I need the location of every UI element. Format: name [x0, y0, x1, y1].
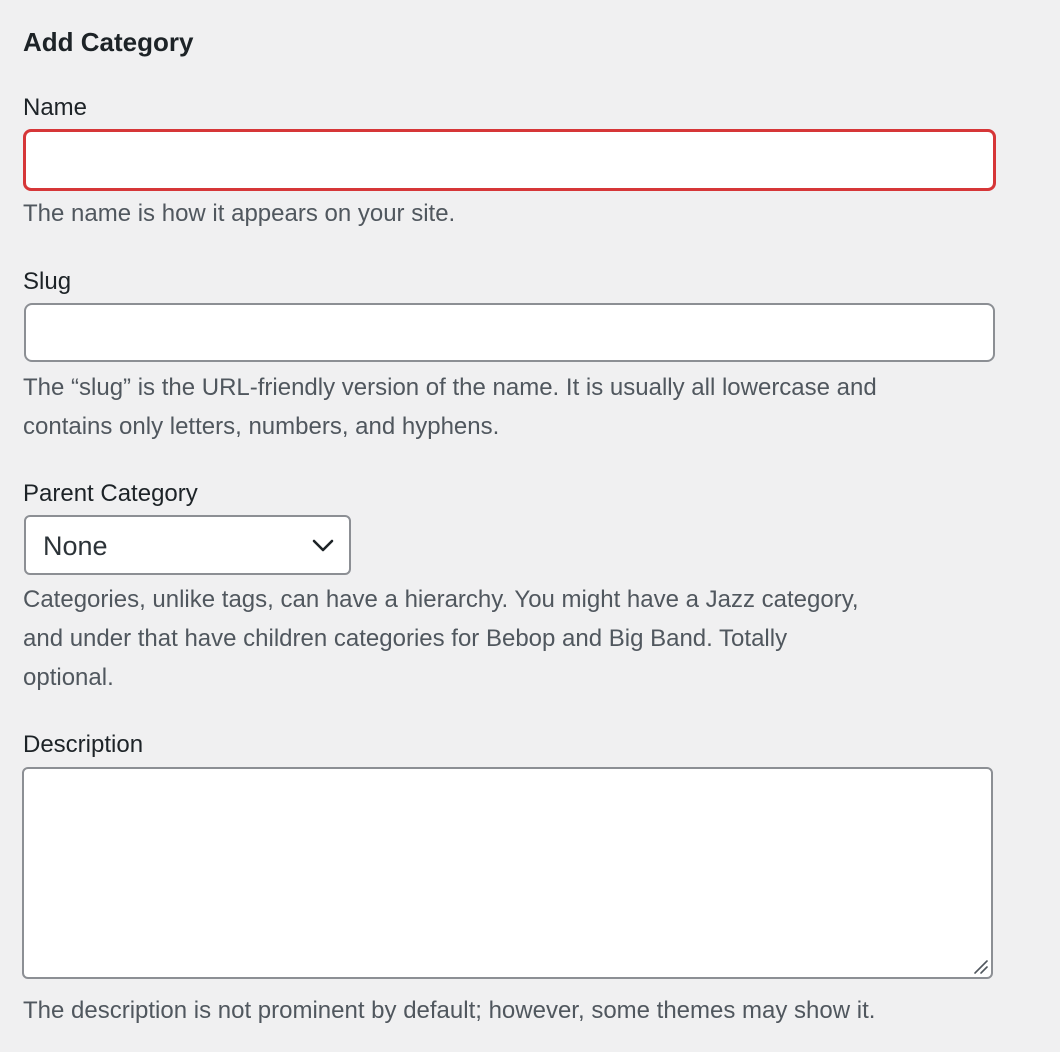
- parent-category-help-line-3: optional.: [23, 664, 114, 691]
- slug-help-text-line-2: contains only letters, numbers, and hyphens.: [23, 413, 500, 440]
- slug-label: Slug: [23, 268, 72, 295]
- slug-help-text-line-1: The “slug” is the URL-friendly version of the name. It is usually all lowercase and: [23, 374, 877, 401]
- parent-category-help-line-1: Categories, unlike tags, can have a hierarchy. You might have a Jazz category,: [23, 586, 859, 613]
- parent-category-help-line-2: and under that have children categories for Bebop and Big Band. Totally: [23, 625, 788, 652]
- name-label: Name: [23, 94, 88, 121]
- chevron-down-icon: [311, 535, 335, 555]
- name-input[interactable]: [23, 129, 996, 191]
- description-help-text: The description is not prominent by default; however, some themes may show it.: [23, 997, 876, 1024]
- name-help-text: The name is how it appears on your site.: [23, 200, 456, 227]
- resize-handle-icon[interactable]: [971, 957, 989, 975]
- description-label: Description: [23, 731, 144, 758]
- slug-input[interactable]: [24, 303, 995, 362]
- parent-category-label: Parent Category: [23, 480, 198, 507]
- parent-category-select[interactable]: [24, 515, 351, 575]
- description-textarea[interactable]: [22, 767, 993, 979]
- parent-category-selected-value: None: [43, 531, 108, 561]
- form-title: Add Category: [23, 27, 194, 57]
